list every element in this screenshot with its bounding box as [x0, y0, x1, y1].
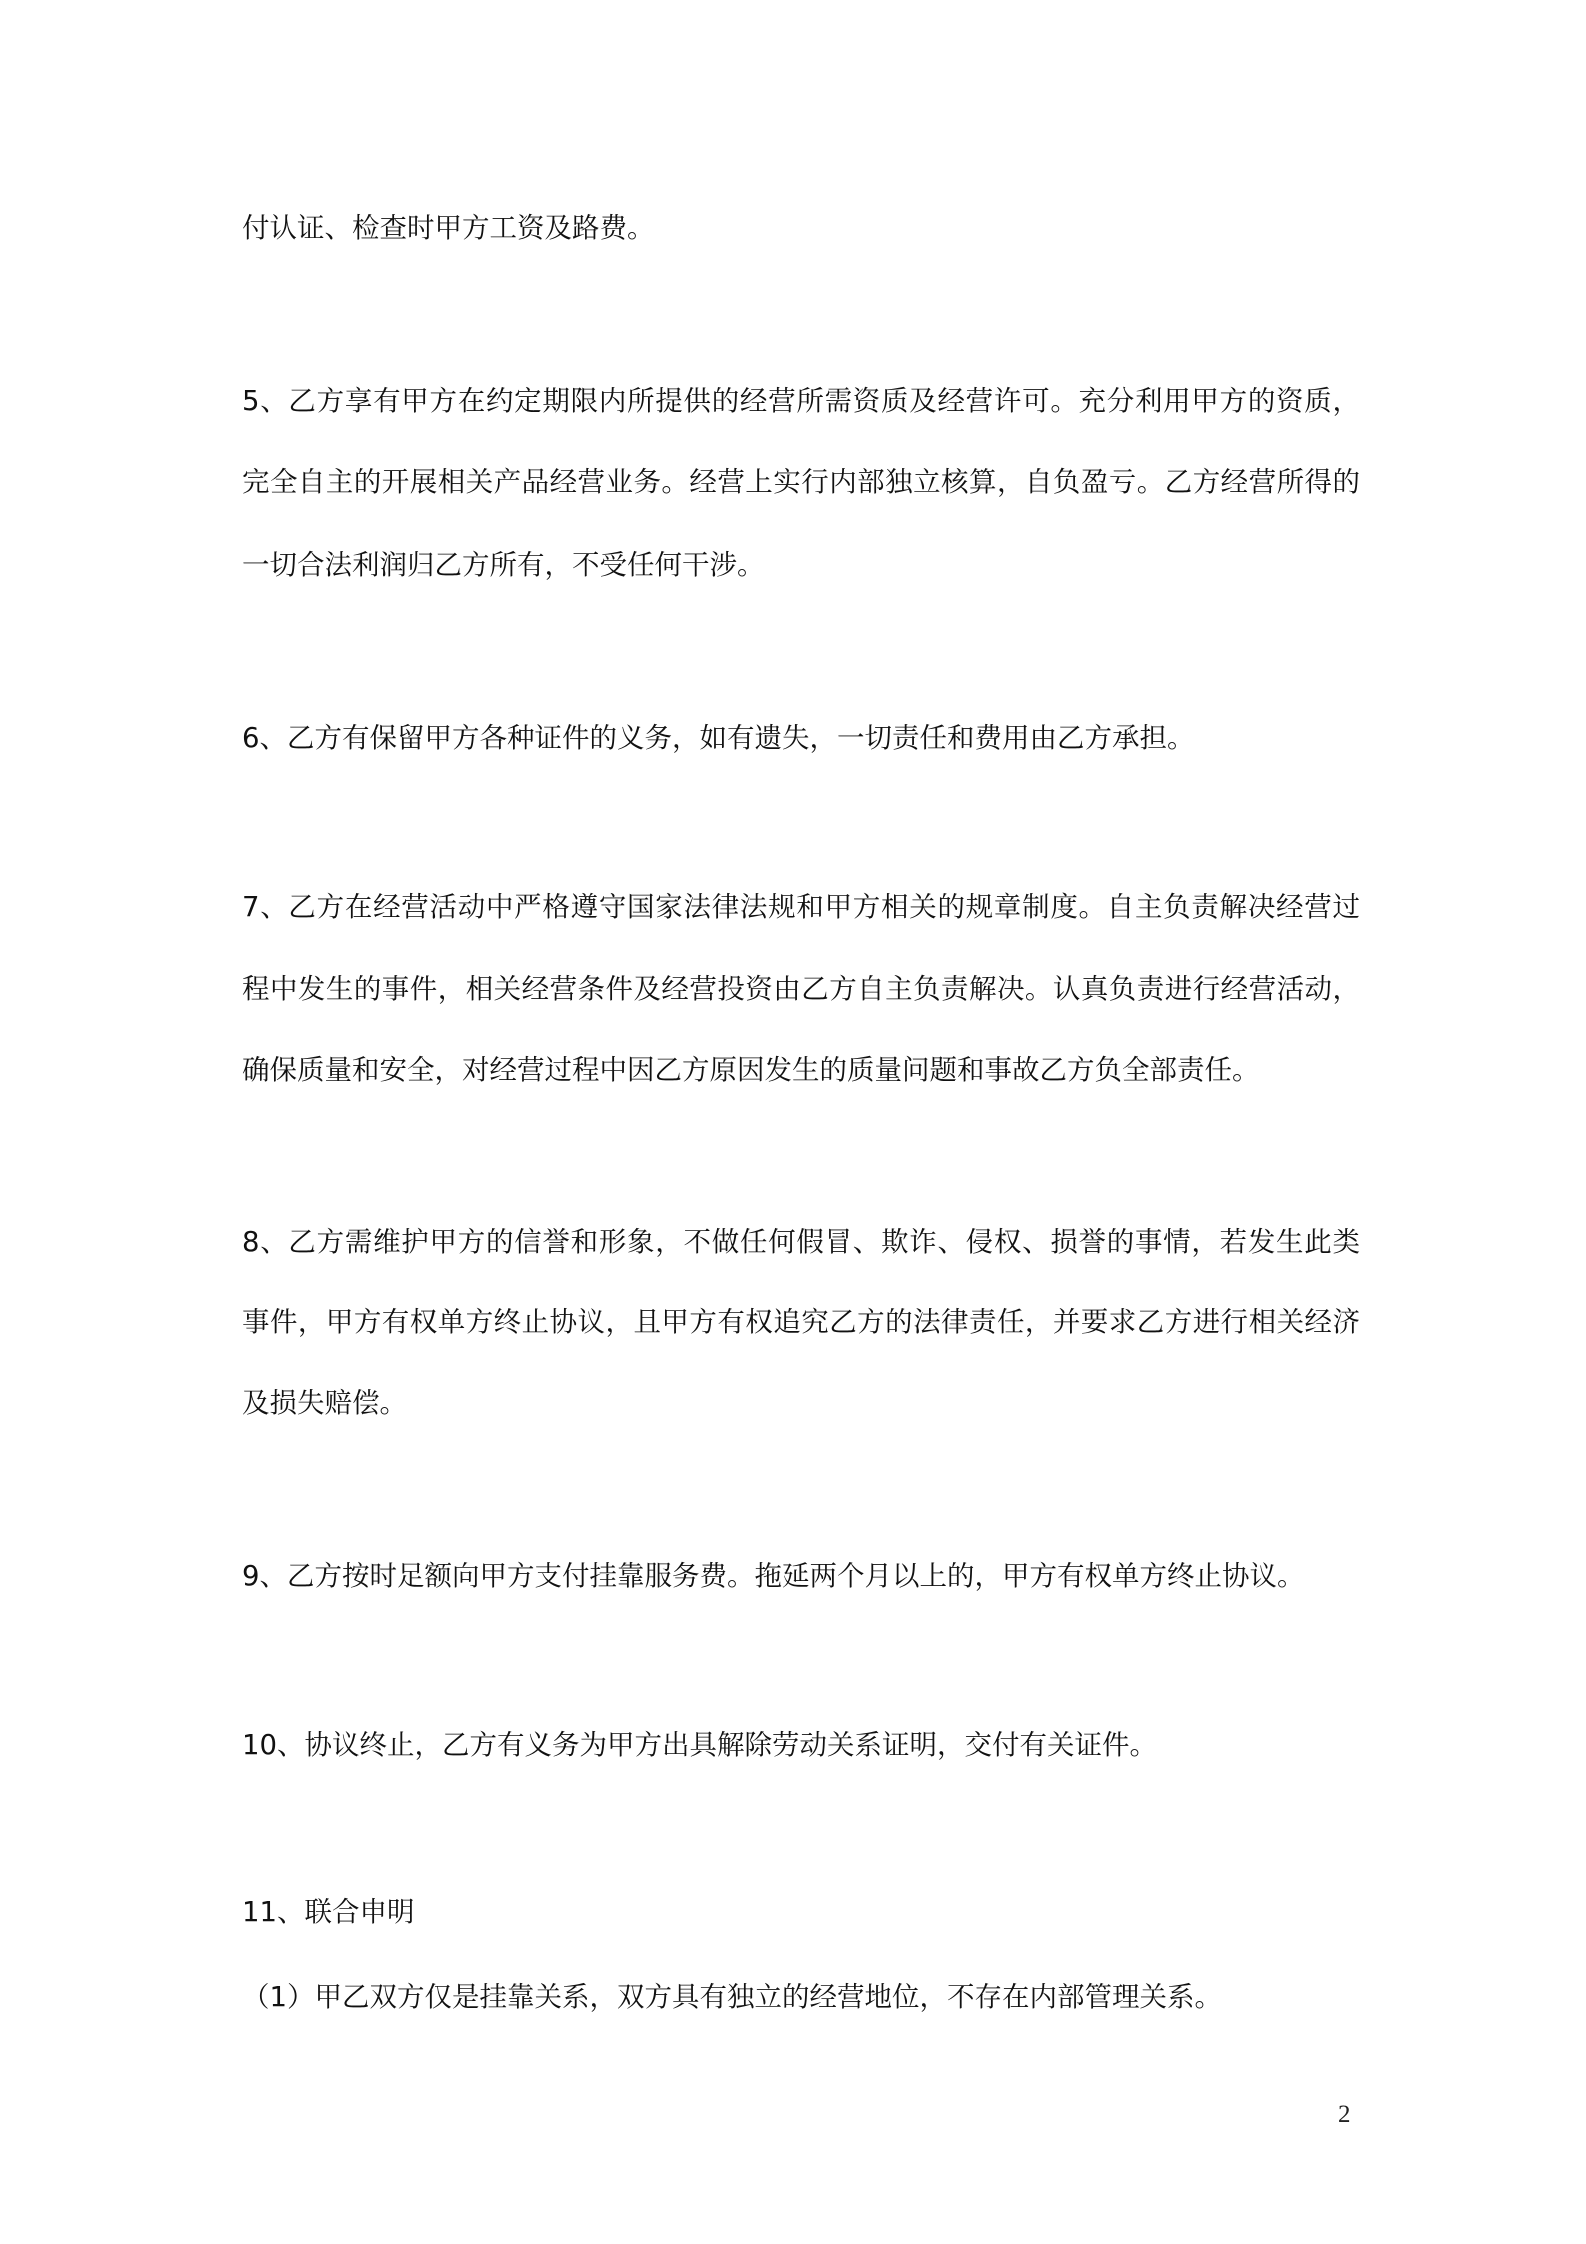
- text-line: 一切合法利润归乙方所有，不受任何干涉。: [242, 549, 765, 581]
- text-line: 确保质量和安全，对经营过程中因乙方原因发生的质量问题和事故乙方负全部责任。: [242, 1054, 1260, 1086]
- text-line: 程中发生的事件，相关经营条件及经营投资由乙方自主负责解决。认真负责进行经营活动，: [242, 973, 1360, 1005]
- text-line: 5、乙方享有甲方在约定期限内所提供的经营所需资质及经营许可。充分利用甲方的资质，: [242, 385, 1360, 417]
- text-line: 6、乙方有保留甲方各种证件的义务，如有遗失，一切责任和费用由乙方承担。: [242, 722, 1195, 754]
- text-line: 11、联合申明: [242, 1896, 415, 1928]
- text-line: 付认证、检查时甲方工资及路费。: [242, 212, 655, 244]
- text-line: 10、协议终止，乙方有义务为甲方出具解除劳动关系证明，交付有关证件。: [242, 1729, 1157, 1761]
- text-line: 7、乙方在经营活动中严格遵守国家法律法规和甲方相关的规章制度。自主负责解决经营过: [242, 891, 1360, 923]
- text-line: 及损失赔偿。: [242, 1387, 407, 1419]
- text-line: 完全自主的开展相关产品经营业务。经营上实行内部独立核算，自负盈亏。乙方经营所得的: [242, 466, 1360, 498]
- text-line: 9、乙方按时足额向甲方支付挂靠服务费。拖延两个月以上的，甲方有权单方终止协议。: [242, 1560, 1305, 1592]
- page-number: 2: [1338, 2101, 1351, 2128]
- text-line: 事件，甲方有权单方终止协议，且甲方有权追究乙方的法律责任，并要求乙方进行相关经济: [242, 1306, 1360, 1338]
- text-line: （1）甲乙双方仅是挂靠关系，双方具有独立的经营地位，不存在内部管理关系。: [242, 1981, 1222, 2013]
- text-line: 8、乙方需维护甲方的信誉和形象，不做任何假冒、欺诈、侵权、损誉的事情，若发生此类: [242, 1226, 1360, 1258]
